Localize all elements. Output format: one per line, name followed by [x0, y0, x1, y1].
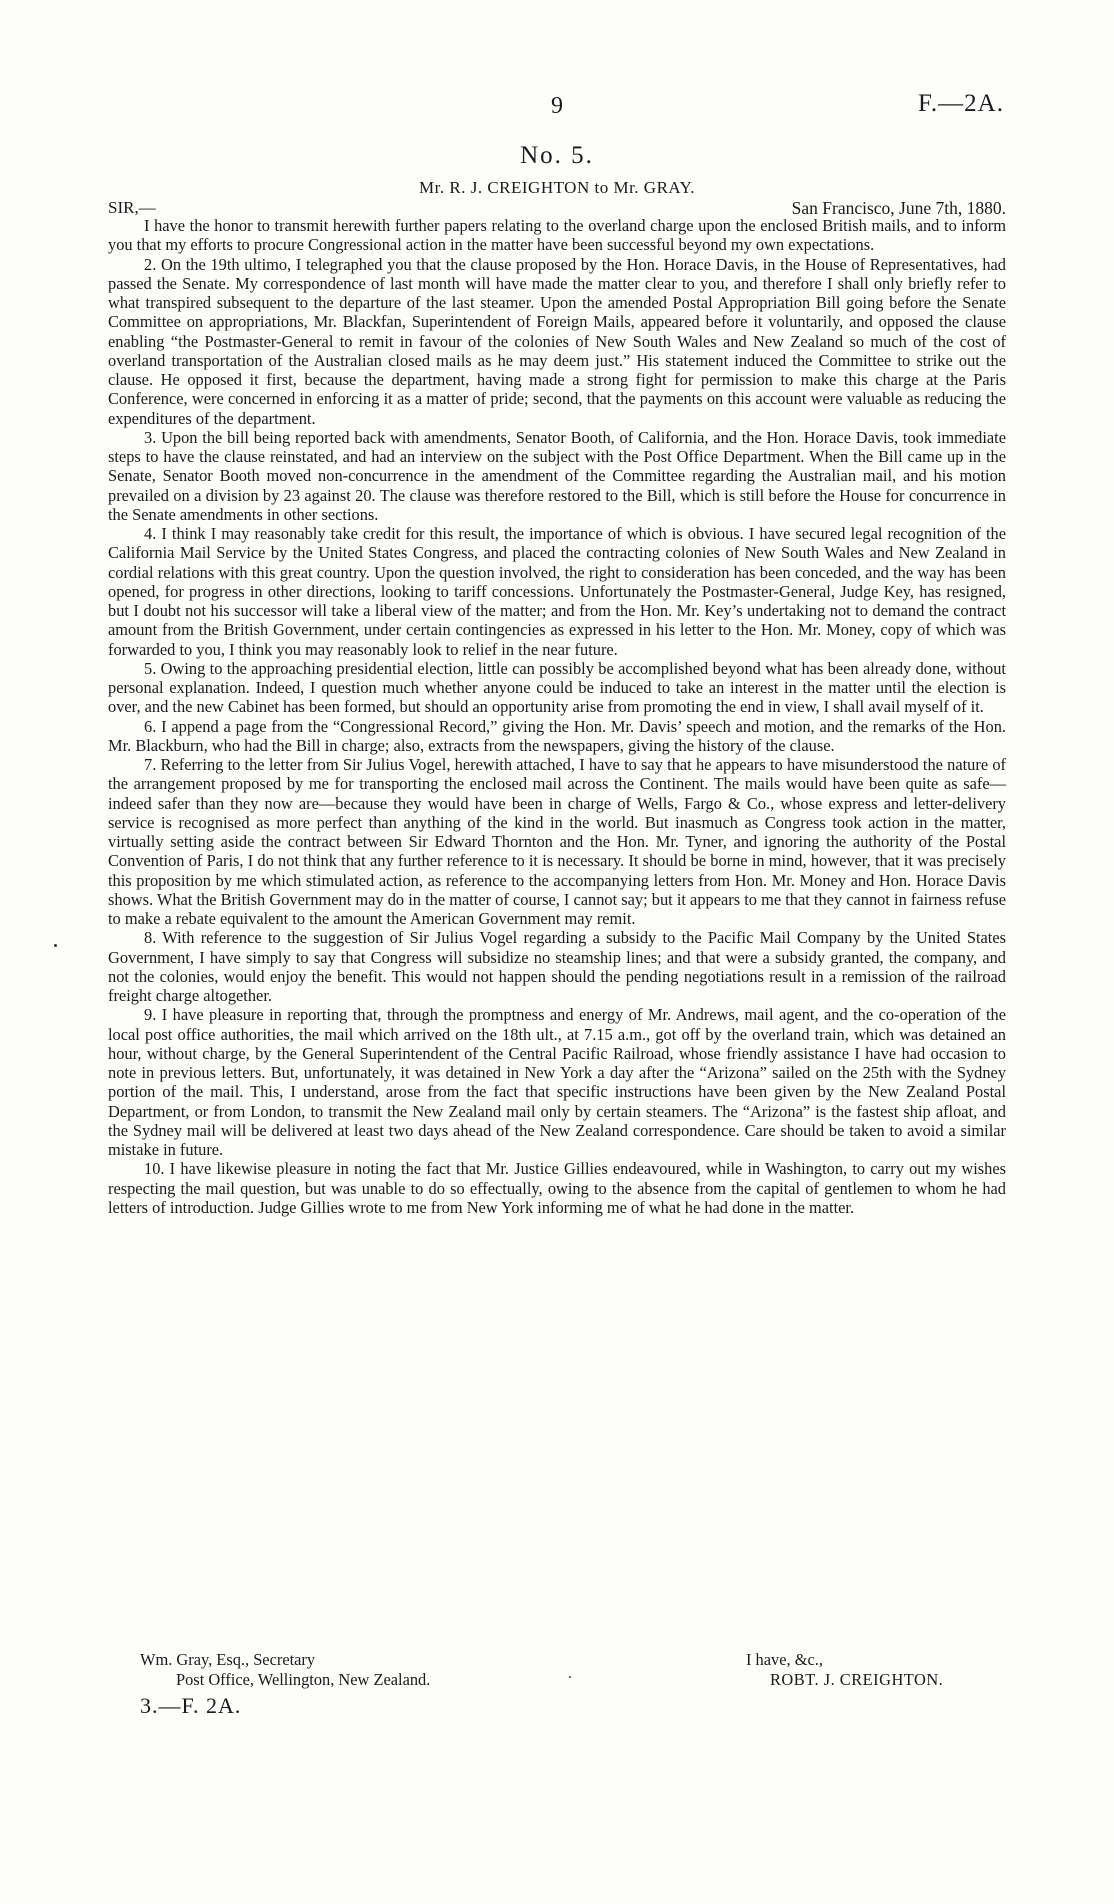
paragraph-7: 7. Referring to the letter from Sir Julius Vogel, herewith attached, I have to say that he appears to have misunderstood the nature of the arrangement proposed by me for transporting the enclosed mail across the Continent. The mails would have been quite as safe—indeed safer than they now are—because they would have been in charge of Wells, Fargo & Co., whose express and letter-delivery service is recognised as more perfect than anything of the kind in the world. But inasmuch as Congress took action in the matter, virtually setting aside the contract between Sir Edward Thornton and the Hon. Mr. Tyner, and ignoring the authority of the Postal Convention of Paris, I do not think that any further reference to it is necessary. It should be borne in mind, however, that it was precisely this proposition by me which stimulated action, as reference to the accompanying letters from Hon. Mr. Money and Hon. Horace Davis shows. What the British Government may do in the matter of course, I cannot say; but it appears to me that they cannot in fairness refuse to make a rebate equivalent to the amount the American Government may remit.: [108, 755, 1006, 928]
document-title: Mr. R. J. CREIGHTON to Mr. GRAY.: [419, 178, 695, 197]
page-number: 9: [551, 93, 563, 119]
margin-speck: [54, 944, 57, 947]
letter-body: [108, 216, 1006, 1217]
paragraph-9: 9. I have pleasure in reporting that, through the promptness and energy of Mr. Andrews, mail agent, and the co-operation of the local post office authorities, the mail which arrived on the 18th ult., at 7.15 a.m., got off by the overland train, which was detained an hour, without charge, by the General Superintendent of the Central Pacific Railroad, whose friendly assistance I have had occasion to note in previous letters. But, unfortunately, it was detained in New York a day after the “Arizona” sailed on the 25th with the Sydney portion of the mail. This, I understand, arose from the fact that specific instructions have been given by the New Zealand Postal Department, or from London, to transmit the New Zealand mail only by certain steamers. The “Arizona” is the fastest ship afloat, and the Sydney mail will be delivered at least two days ahead of the New Zealand correspondence. Care should be taken to avoid a similar mistake in future.: [108, 1005, 1006, 1159]
series-reference: F.—2A.: [918, 90, 1004, 117]
print-speck: [569, 1676, 571, 1678]
signature: ROBT. J. CREIGHTON.: [770, 1670, 944, 1689]
complimentary-close: I have, &c.,: [746, 1650, 823, 1669]
folio-mark: 3.—F. 2A.: [140, 1693, 242, 1718]
paragraph-intro: I have the honor to transmit herewith further papers relating to the overland charge upon the enclosed British mails, and to inform you that my efforts to procure Congressional action in the matter have been successful beyond my own expectations.: [108, 216, 1006, 255]
paragraph-8: 8. With reference to the suggestion of Sir Julius Vogel regarding a subsidy to the Pacific Mail Company by the United States Government, I have simply to say that Congress will subsidize no steamship lines; and that were a subsidy granted, the company, and not the colonies, would enjoy the benefit. This would not happen should the pending negotiations result in a remission of the railroad freight charge altogether.: [108, 928, 1006, 1005]
paragraph-5: 5. Owing to the approaching presidential election, little can possibly be accomplished beyond what has been already done, without personal explanation. Indeed, I question much whether anyone could be induced to take an interest in the matter until the election is over, and the new Cabinet has been formed, but should an opportunity arise from promoting the end in view, I shall avail myself of it.: [108, 658, 1006, 717]
paragraph-2: 2. On the 19th ultimo, I telegraphed you that the clause proposed by the Hon. Horace Davis, in the House of Representatives, had passed the Senate. My correspondence of last month will have made the matter clear to you, and therefore I shall only briefly refer to what transpired subsequent to the departure of the last steamer. Upon the amended Postal Appropriation Bill going before the Senate Committee on appropriations, Mr. Blackfan, Superintendent of Foreign Mails, appeared before it voluntarily, and opposed the clause enabling “the Postmaster-General to remit in favour of the colonies of New South Wales and New Zealand so much of the cost of overland transportation of the Australian closed mails as he may deem just.” His statement induced the Committee to strike out the clause. He opposed it first, because the department, having made a strong fight for permission to make this charge at the Paris Conference, were concerned in enforcing it as a matter of pride; second, that the payments on this account were valuable as reducing the expenditures of the department.: [108, 254, 1006, 428]
document-number: No. 5.: [520, 142, 594, 169]
paragraph-4: 4. I think I may reasonably take credit for this result, the importance of which is obvious. I have secured legal recognition of the California Mail Service by the United States Congress, and placed the contracting colonies of New South Wales and New Zealand in cordial relations with this great country. Upon the question involved, the right to consideration has been conceded, and the way has been opened, for progress in other directions, looking to tariff concessions. Unfortunately the Postmaster-General, Judge Key, has resigned, but I doubt not his successor will take a liberal view of the matter; and from the Hon. Mr. Key’s undertaking not to demand the contract amount from the British Government, under certain contingencies as expressed in his letter to the Hon. Mr. Money, copy of which was forwarded to you, I think you may reasonably look to relief in the near future.: [108, 524, 1006, 659]
addressee-line-1: Wm. Gray, Esq., Secretary: [140, 1650, 316, 1669]
paragraph-10: 10. I have likewise pleasure in noting the fact that Mr. Justice Gillies endeavoured, while in Washington, to carry out my wishes respecting the mail question, but was unable to do so effectually, owing to the absence from the capital of gentlemen to whom he had letters of introduction. Judge Gillies wrote to me from New York informing me of what he had done in the matter.: [108, 1159, 1006, 1217]
salutation: SIR,—: [108, 198, 156, 217]
addressee-line-2: Post Office, Wellington, New Zealand.: [176, 1670, 431, 1689]
paragraph-3: 3. Upon the bill being reported back with amendments, Senator Booth, of California, and the Hon. Horace Davis, took immediate steps to have the clause reinstated, and had an interview on the subject with the Post Office Department. When the Bill came up in the Senate, Senator Booth moved non-concurrence in the amendment of the Committee regarding the Australian mail, and his motion prevailed on a division by 23 against 20. The clause was therefore restored to the Bill, which is still before the House for concurrence in the Senate amendments in other sections.: [108, 427, 1006, 524]
paragraph-6: 6. I append a page from the “Congressional Record,” giving the Hon. Mr. Davis’ speech and motion, and the remarks of the Hon. Mr. Blackburn, who had the Bill in charge; also, extracts from the newspapers, giving the history of the clause.: [108, 716, 1006, 755]
place-date: San Francisco, June 7th, 1880.: [791, 198, 1006, 218]
